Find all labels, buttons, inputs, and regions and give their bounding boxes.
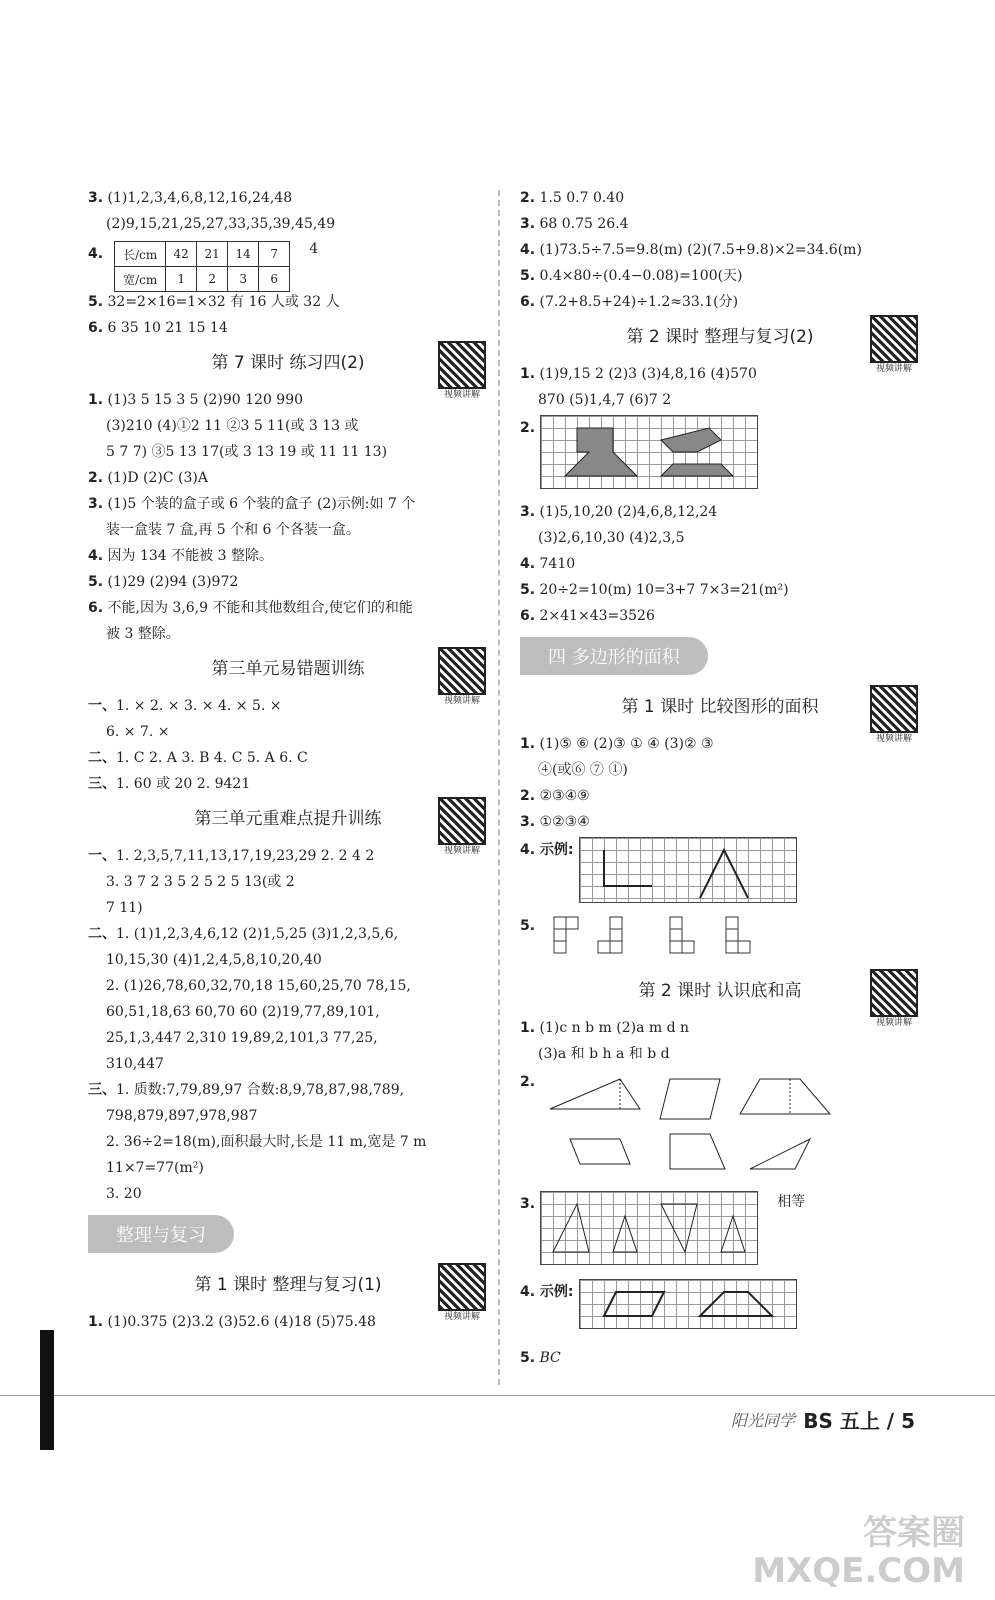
edge-bar xyxy=(40,1330,54,1450)
answer-line: 4. 7410 xyxy=(520,556,576,572)
answer-line: 6. 不能,因为 3,6,9 不能和其他数组合,使它们的和能 xyxy=(88,600,413,616)
q2-figure-row: 2. xyxy=(520,415,920,497)
answer-line: 4. (1)73.5÷7.5=9.8(m) (2)(7.5+9.8)×2=34.6(m) xyxy=(520,242,862,258)
unit-banner: 整理与复习 xyxy=(88,1215,234,1253)
answer-line: 3. 68 0.75 26.4 xyxy=(520,216,629,232)
footer-rule xyxy=(0,1395,995,1396)
section-heading: 第 2 课时 认识底和高 视频讲解 xyxy=(520,977,920,1005)
dimension-table: 长/cm 42 21 14 7 宽/cm 1 2 3 6 xyxy=(114,241,290,292)
right-column xyxy=(520,185,920,1371)
qr-code[interactable]: 视频讲解 xyxy=(436,341,488,401)
answer-line: (3)a 和 b h a 和 b d xyxy=(538,1046,670,1062)
q4-row: 4. 长/cm 42 21 14 7 宽/cm 1 2 3 6 4 xyxy=(88,241,488,285)
answer-line: 二、1. (1)1,2,3,4,6,12 (2)1,5,25 (3)1,2,3,5,6, xyxy=(88,926,399,942)
watermark: 答案圈 MXQE.COM xyxy=(752,1513,965,1591)
q5-figure-row: 5. xyxy=(520,913,920,969)
answer-line: 870 (5)1,4,7 (6)7 2 xyxy=(538,392,672,408)
answer-line: 2. ②③④⑨ xyxy=(520,788,590,804)
grid-figure xyxy=(579,837,797,903)
left-column xyxy=(88,185,488,1335)
q2b-figure-row: 2. xyxy=(520,1069,920,1189)
q4-figure-row: 4. 示例: xyxy=(520,837,920,911)
answer-line: 被 3 整除。 xyxy=(106,626,180,642)
answer-line: 7 11) xyxy=(106,900,143,916)
answer-line: 10,15,30 (4)1,2,4,5,8,10,20,40 xyxy=(106,952,322,968)
answer-line: 一、1. × 2. × 3. × 4. × 5. × xyxy=(88,698,282,714)
qr-code[interactable]: 视频讲解 xyxy=(868,685,920,745)
brand-logo: 阳光同学 xyxy=(730,1411,795,1430)
answer-line: 6. 2×41×43=3526 xyxy=(520,608,655,624)
answer-line: 2. 36÷2=18(m),面积最大时,长是 11 m,宽是 7 m xyxy=(106,1134,427,1150)
answer-line: 310,447 xyxy=(106,1056,164,1072)
answer-line: 60,51,18,63 60,70 60 (2)19,77,89,101, xyxy=(106,1004,380,1020)
answer-line: 6. 6 35 10 21 15 14 xyxy=(88,320,228,336)
answer-line: 3. ①②③④ xyxy=(520,814,590,830)
qr-code[interactable]: 视频讲解 xyxy=(436,797,488,857)
q3-answer: 相等 xyxy=(777,1194,806,1210)
answer-line: 一、1. 2,3,5,7,11,13,17,19,23,29 2. 2 4 2 xyxy=(88,848,375,864)
answer-line: 6. (7.2+8.5+24)÷1.2≈33.1(分) xyxy=(520,294,739,310)
answer-line: 1. (1)c n b m (2)a m d n xyxy=(520,1020,690,1036)
grid-figure xyxy=(540,1191,758,1265)
answer-line: 798,879,897,978,987 xyxy=(106,1108,258,1124)
answer-line: 11×7=77(m²) xyxy=(106,1160,204,1176)
answer-line: (3)210 (4)①2 11 ②3 5 11(或 3 13 或 xyxy=(106,418,359,434)
answer-line: 1. (1)⑤ ⑥ (2)③ ① ④ (3)② ③ xyxy=(520,736,714,752)
qr-code[interactable]: 视频讲解 xyxy=(868,969,920,1029)
answer-line: 2. (1)26,78,60,32,70,18 15,60,25,70 78,15, xyxy=(106,978,411,994)
qr-code[interactable]: 视频讲解 xyxy=(436,647,488,707)
grid-figure xyxy=(579,1279,797,1329)
answer-line: 4. 因为 134 不能被 3 整除。 xyxy=(88,548,273,564)
answer-line: ④(或⑥ ⑦ ①) xyxy=(538,762,628,778)
answer-line: 3. 20 xyxy=(106,1186,142,1202)
answer-line: 3. (1)5,10,20 (2)4,6,8,12,24 xyxy=(520,504,718,520)
qr-code[interactable]: 视频讲解 xyxy=(436,1263,488,1323)
answer-line: 2. (1)D (2)C (3)A xyxy=(88,470,208,486)
q4-answer: 4 xyxy=(309,241,319,257)
answer-line: 5. BC xyxy=(520,1350,561,1366)
column-divider xyxy=(498,190,500,1385)
grid-figure xyxy=(540,415,758,489)
section-heading: 第 1 课时 整理与复习(1) 视频讲解 xyxy=(88,1271,488,1299)
answer-line: 3. 3 7 2 3 5 2 5 2 5 13(或 2 xyxy=(106,874,295,890)
section-heading: 第 2 课时 整理与复习(2) 视频讲解 xyxy=(520,323,920,351)
section-heading: 第 1 课时 比较图形的面积 视频讲解 xyxy=(520,693,920,721)
q3-figure-row: 3. 相等 xyxy=(520,1191,920,1277)
answer-line: 1. (1)9,15 2 (2)3 (3)4,8,16 (4)570 xyxy=(520,366,757,382)
unit-banner: 四 多边形的面积 xyxy=(520,637,708,675)
answer-line: 2. 1.5 0.7 0.40 xyxy=(520,190,625,206)
answer-line: 三、1. 60 或 20 2. 9421 xyxy=(88,776,251,792)
answer-line: 6. × 7. × xyxy=(106,724,170,740)
section-heading: 第 7 课时 练习四(2) 视频讲解 xyxy=(88,349,488,377)
answer-line: 5. 20÷2=10(m) 10=3+7 7×3=21(m²) xyxy=(520,582,789,598)
qr-code[interactable]: 视频讲解 xyxy=(868,315,920,375)
answer-line: 二、1. C 2. A 3. B 4. C 5. A 6. C xyxy=(88,750,308,766)
q4b-figure-row: 4. 示例: xyxy=(520,1279,920,1343)
answer-line: 25,1,3,447 2,310 19,89,2,101,3 77,25, xyxy=(106,1030,378,1046)
answer-line: 5. 0.4×80÷(0.4−0.08)=100(天) xyxy=(520,268,743,284)
answer-line: 3. (1)1,2,3,4,6,8,12,16,24,48 xyxy=(88,190,293,206)
answer-line: 5. 32=2×16=1×32 有 16 人或 32 人 xyxy=(88,294,340,310)
answer-line: (3)2,6,10,30 (4)2,3,5 xyxy=(538,530,685,546)
answer-line: 3. (1)5 个装的盒子或 6 个装的盒子 (2)示例:如 7 个 xyxy=(88,496,416,512)
answer-line: 1. (1)0.375 (2)3.2 (3)52.6 (4)18 (5)75.48 xyxy=(88,1314,376,1330)
answer-line: 5 7 7) ③5 13 17(或 3 13 19 或 11 11 13) xyxy=(106,444,388,460)
page-number: BS 五上 / 5 xyxy=(803,1409,915,1433)
answer-line: (2)9,15,21,25,27,33,35,39,45,49 xyxy=(106,216,336,232)
answer-line: 1. (1)3 5 15 3 5 (2)90 120 990 xyxy=(88,392,304,408)
answer-line: 5. (1)29 (2)94 (3)972 xyxy=(88,574,239,590)
answer-line: 装一盒装 7 盒,再 5 个和 6 个各装一盒。 xyxy=(106,522,360,538)
answer-line: 三、1. 质数:7,79,89,97 合数:8,9,78,87,98,789, xyxy=(88,1082,405,1098)
section-heading: 第三单元重难点提升训练 视频讲解 xyxy=(88,805,488,833)
section-heading: 第三单元易错题训练 视频讲解 xyxy=(88,655,488,683)
